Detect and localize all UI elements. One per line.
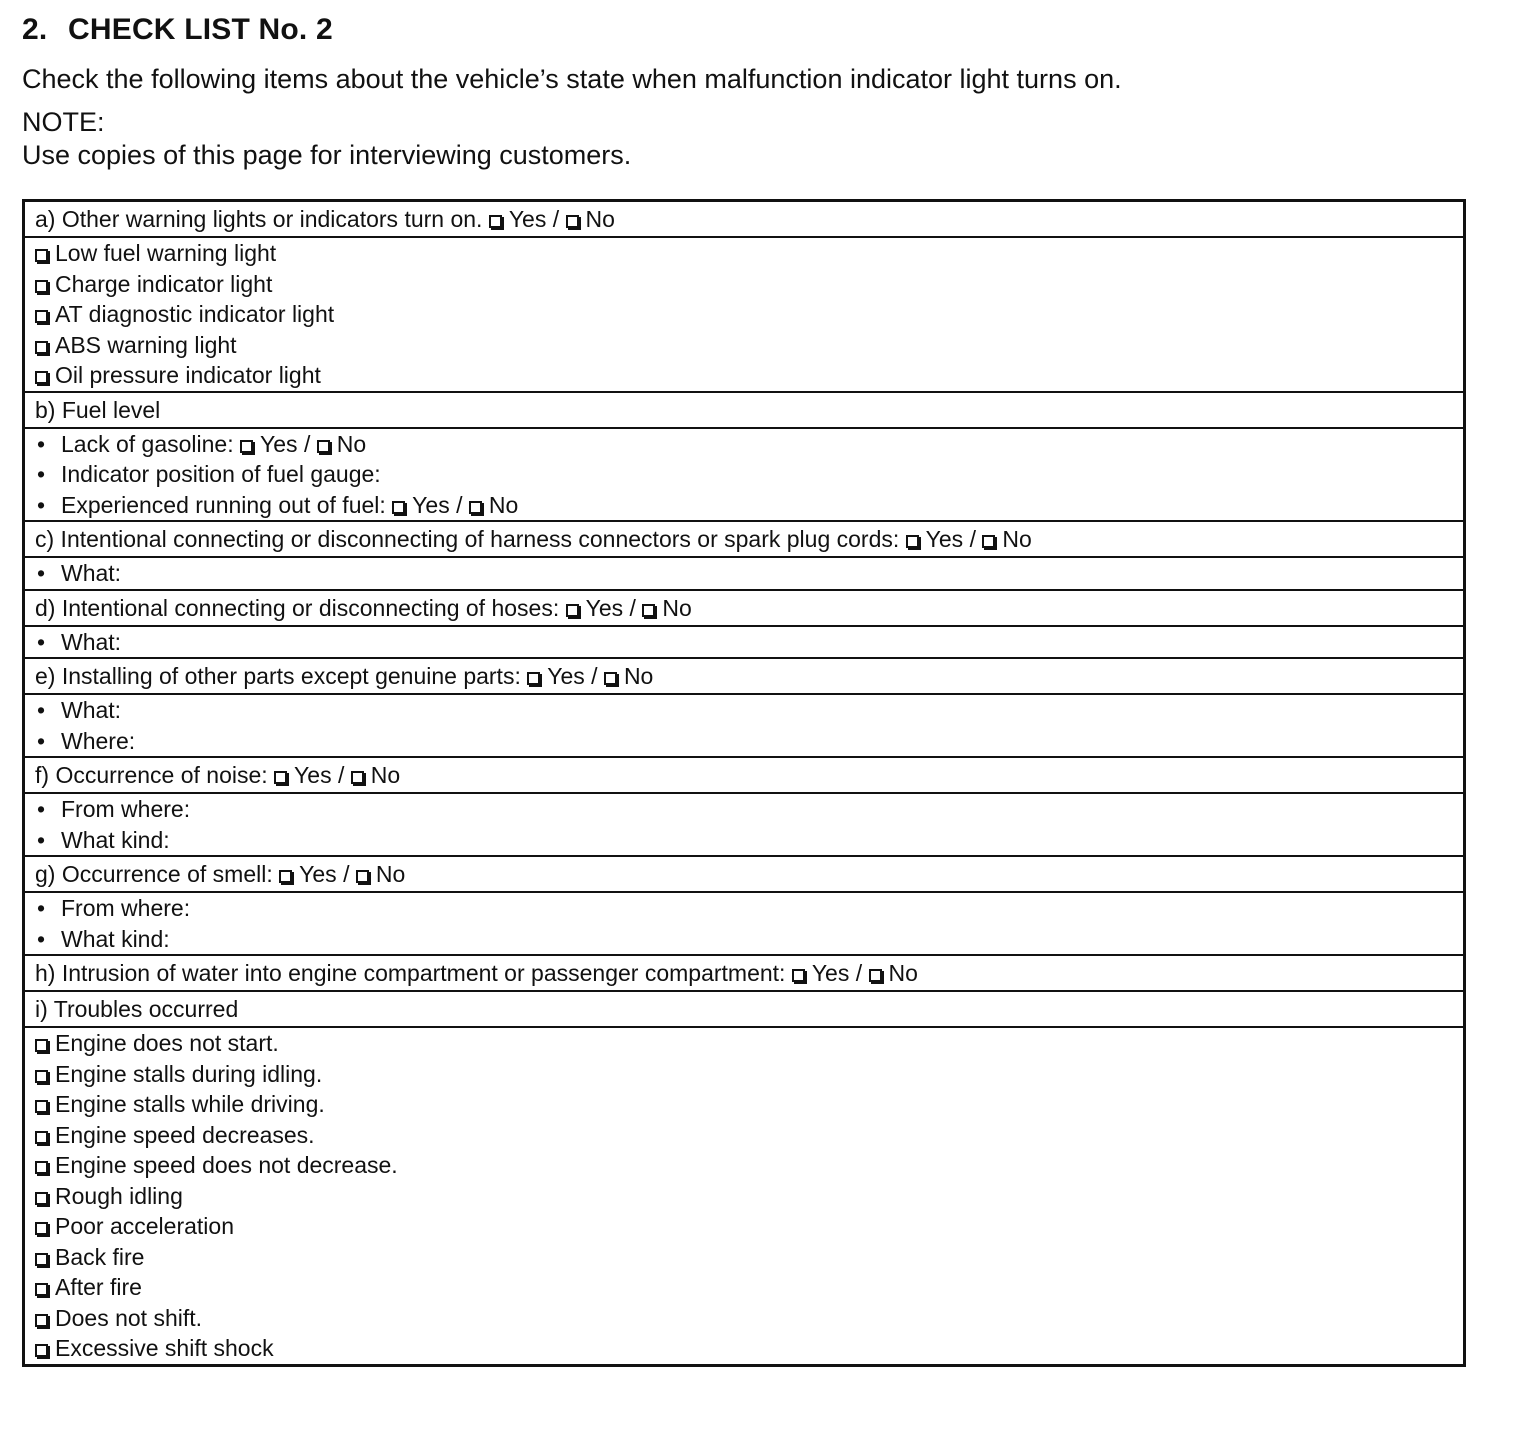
checkbox-no[interactable]	[604, 672, 617, 685]
checkbox-no[interactable]	[317, 440, 330, 453]
yes-no-choice: Yes / No	[240, 431, 366, 457]
note-text: Use copies of this page for interviewing customers.	[22, 140, 632, 170]
bullet-icon: •	[37, 796, 46, 822]
section-a-title: a) Other warning lights or indicators turn on.	[35, 206, 483, 232]
checkbox-no[interactable]	[356, 870, 369, 883]
list-item: • What:	[35, 695, 1453, 726]
bullet-icon: •	[37, 430, 46, 457]
checkbox[interactable]	[35, 1161, 48, 1174]
checkbox-yes[interactable]	[566, 604, 579, 617]
section-b-header	[24, 392, 1465, 428]
list-item: • What kind:	[35, 825, 1453, 856]
bullet-icon: •	[37, 560, 46, 586]
bullet-icon: •	[37, 925, 46, 952]
section-c-items	[24, 557, 1465, 590]
list-item: • What:	[35, 558, 1453, 589]
checkbox[interactable]	[35, 1039, 48, 1052]
checkbox-yes[interactable]	[527, 672, 540, 685]
section-g-title: g) Occurrence of smell:	[35, 861, 273, 887]
yes-no-choice: Yes / No	[906, 526, 1032, 552]
checkbox-no[interactable]	[642, 604, 655, 617]
list-item: Back fire	[35, 1242, 1453, 1273]
checkbox[interactable]	[35, 341, 48, 354]
section-g-items	[24, 892, 1465, 955]
yes-no-choice: Yes / No	[392, 492, 518, 518]
section-a-items	[24, 237, 1465, 392]
checkbox[interactable]	[35, 1253, 48, 1266]
section-e-title: e) Installing of other parts except genuine parts:	[35, 663, 521, 689]
note-label: NOTE:	[22, 107, 105, 137]
section-d-title: d) Intentional connecting or disconnecting of hoses:	[35, 594, 560, 621]
checkbox[interactable]	[35, 371, 48, 384]
checkbox-yes[interactable]	[279, 870, 292, 883]
yes-no-choice: Yes / No	[792, 960, 918, 986]
checkbox[interactable]	[35, 1131, 48, 1144]
page	[22, 10, 1466, 1361]
list-item: Does not shift.	[35, 1303, 1453, 1334]
checkbox[interactable]	[35, 280, 48, 293]
yes-no-choice: Yes / No	[489, 206, 615, 232]
checkbox-yes[interactable]	[792, 969, 805, 982]
bullet-icon: •	[37, 895, 46, 921]
section-i-items	[24, 1027, 1465, 1365]
section-f-items	[24, 793, 1465, 856]
list-item: Oil pressure indicator light	[35, 360, 1453, 391]
checkbox[interactable]	[35, 1222, 48, 1235]
checklist-table	[22, 199, 1466, 1367]
checkbox-no[interactable]	[869, 969, 882, 982]
checkbox-yes[interactable]	[274, 771, 287, 784]
bullet-icon: •	[37, 628, 46, 655]
section-d-items	[24, 626, 1465, 659]
checkbox-yes[interactable]	[906, 535, 919, 548]
bullet-icon: •	[37, 491, 46, 518]
list-item: Engine stalls while driving.	[35, 1089, 1453, 1120]
list-item: • What kind:	[35, 924, 1453, 955]
list-item: Engine speed decreases.	[35, 1120, 1453, 1151]
section-a-header	[24, 201, 1465, 238]
checkbox[interactable]	[35, 1070, 48, 1083]
section-d-header	[24, 590, 1465, 626]
title-text: CHECK LIST No. 2	[68, 13, 333, 46]
list-item: • What:	[35, 627, 1453, 658]
checkbox[interactable]	[35, 1283, 48, 1296]
section-b-items	[24, 428, 1465, 522]
checkbox-no[interactable]	[982, 535, 995, 548]
list-item: Engine stalls during idling.	[35, 1059, 1453, 1090]
yes-no-choice: Yes / No	[279, 861, 405, 887]
bullet-icon: •	[37, 826, 46, 853]
list-item: After fire	[35, 1272, 1453, 1303]
checkbox-yes[interactable]	[240, 440, 253, 453]
section-c-title: c) Intentional connecting or disconnecting of harness connectors or spark plug cords:	[35, 526, 900, 552]
checkbox-yes[interactable]	[392, 501, 405, 514]
section-c-header	[24, 521, 1465, 557]
section-f-header	[24, 757, 1465, 793]
section-e-header	[24, 658, 1465, 694]
checkbox-no[interactable]	[351, 771, 364, 784]
bullet-icon: •	[37, 727, 46, 754]
checkbox-no[interactable]	[469, 501, 482, 514]
section-i-title: i) Troubles occurred	[35, 996, 239, 1022]
list-item: Charge indicator light	[35, 269, 1453, 300]
checkbox[interactable]	[35, 310, 48, 323]
bullet-icon: •	[37, 461, 46, 487]
list-item: • Indicator position of fuel gauge:	[35, 459, 1453, 490]
page-title	[22, 10, 1466, 50]
section-b-title: b) Fuel level	[35, 396, 161, 423]
list-item: Rough idling	[35, 1181, 1453, 1212]
yes-no-choice: Yes / No	[527, 663, 653, 689]
bullet-icon: •	[37, 697, 46, 723]
list-item: ABS warning light	[35, 330, 1453, 361]
list-item: AT diagnostic indicator light	[35, 299, 1453, 330]
list-item: Excessive shift shock	[35, 1333, 1453, 1364]
checkbox[interactable]	[35, 1344, 48, 1357]
yes-no-choice: Yes / No	[566, 595, 692, 621]
checkbox[interactable]	[35, 249, 48, 262]
list-item: Engine speed does not decrease.	[35, 1150, 1453, 1181]
list-item: Engine does not start.	[35, 1028, 1453, 1059]
list-item: Low fuel warning light	[35, 238, 1453, 269]
list-item: • Lack of gasoline: Yes / No	[35, 429, 1453, 460]
section-h-header	[24, 955, 1465, 991]
checkbox[interactable]	[35, 1100, 48, 1113]
list-item: • From where:	[35, 794, 1453, 825]
list-item: • Where:	[35, 726, 1453, 757]
list-item: • From where:	[35, 893, 1453, 924]
section-e-items	[24, 694, 1465, 757]
section-g-header	[24, 856, 1465, 892]
checkbox[interactable]	[35, 1314, 48, 1327]
section-i-header	[24, 991, 1465, 1027]
list-item: Poor acceleration	[35, 1211, 1453, 1242]
yes-no-choice: Yes / No	[274, 762, 400, 788]
checkbox[interactable]	[35, 1192, 48, 1205]
section-f-title: f) Occurrence of noise:	[35, 762, 268, 788]
intro-text: Check the following items about the vehicle’s state when malfunction indicator light turns on.	[22, 64, 1122, 94]
checkbox-no[interactable]	[566, 215, 579, 228]
checkbox-yes[interactable]	[489, 215, 502, 228]
list-item: • Experienced running out of fuel: Yes / No	[35, 490, 1453, 521]
section-h-title: h) Intrusion of water into engine compartment or passenger compartment:	[35, 960, 786, 986]
section-number: 2.	[22, 13, 48, 46]
